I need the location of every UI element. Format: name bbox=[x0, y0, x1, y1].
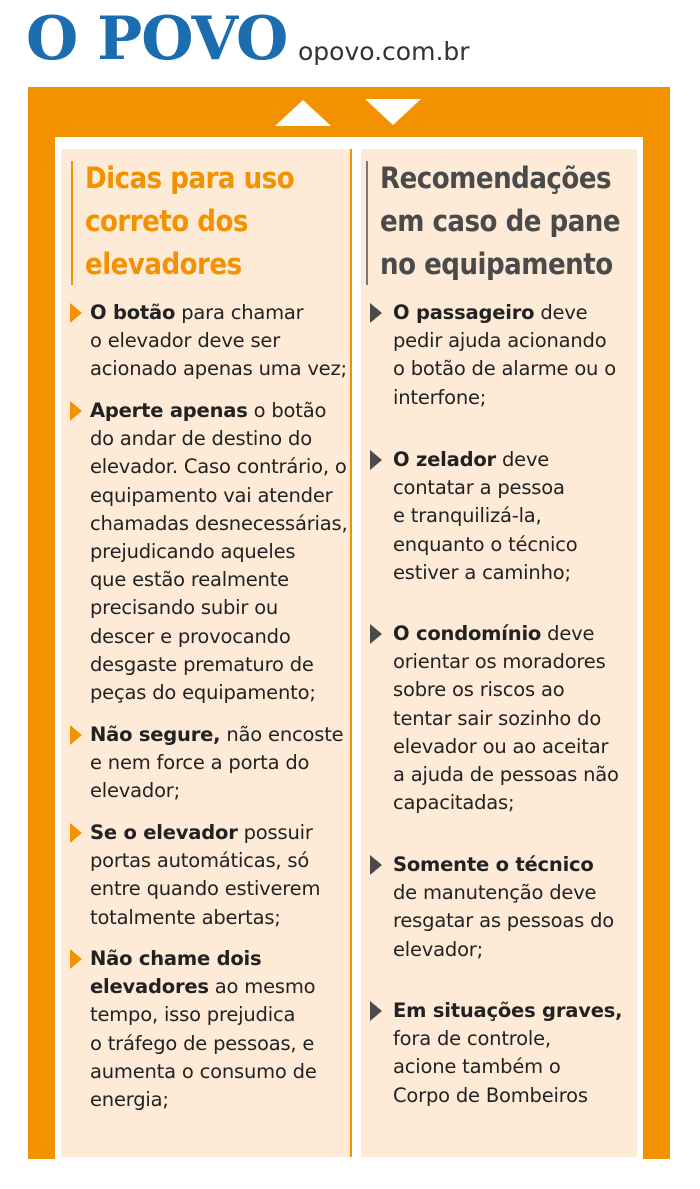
item-line: para chamar bbox=[175, 301, 304, 324]
item-line: resgatar as pessoas do bbox=[393, 909, 615, 933]
triangle-right-icon bbox=[70, 725, 82, 745]
item-bold: Somente o técnico bbox=[393, 853, 594, 876]
title-line: correto dos bbox=[85, 204, 248, 238]
item-line: desgaste prematuro de bbox=[90, 652, 314, 676]
item-text bbox=[393, 446, 578, 587]
failure-panel bbox=[361, 149, 637, 1157]
item-line: aumenta o consumo de bbox=[90, 1059, 317, 1083]
item-line: precisando subir ou bbox=[90, 596, 279, 620]
item-line: Corpo de Bombeiros bbox=[393, 1083, 588, 1107]
title-line: em caso de pane bbox=[380, 204, 621, 238]
title-line: Recomendações bbox=[380, 161, 612, 195]
item-text bbox=[90, 945, 317, 1114]
item-bold: O zelador bbox=[393, 448, 496, 471]
triangle-right-icon bbox=[370, 450, 382, 470]
item-bold: Em situações graves, bbox=[393, 999, 623, 1022]
item-line: contatar a pessoa bbox=[393, 476, 565, 500]
item-line: prejudicando aqueles bbox=[90, 540, 296, 564]
triangle-right-icon bbox=[70, 401, 82, 421]
item-line: deve bbox=[495, 448, 550, 471]
item-line: deve bbox=[534, 301, 588, 324]
item-text bbox=[90, 819, 320, 932]
item-line: de manutenção deve bbox=[393, 881, 597, 905]
item-line: interfone; bbox=[393, 385, 487, 409]
item-line: portas automáticas, só bbox=[90, 849, 310, 873]
item-line: estiver a caminho; bbox=[393, 560, 571, 584]
item-line: entre quando estiverem bbox=[90, 877, 321, 901]
item-line: do andar de destino do bbox=[90, 427, 312, 451]
panel-title bbox=[380, 157, 620, 286]
item-line: que estão realmente bbox=[90, 568, 289, 592]
item-text bbox=[393, 997, 622, 1110]
item-bold: O condomínio bbox=[393, 622, 542, 645]
item-text bbox=[90, 721, 343, 806]
triangle-right-icon bbox=[370, 1001, 382, 1021]
item-line: a ajuda de pessoas não bbox=[393, 763, 619, 787]
item-line: fora de controle, bbox=[393, 1027, 551, 1051]
item-line: possuir bbox=[237, 821, 313, 844]
item-line: pedir ajuda acionando bbox=[393, 329, 607, 353]
item-line: elevador; bbox=[90, 779, 180, 803]
triangle-right-icon bbox=[70, 949, 82, 969]
item-line: tentar sair sozinho do bbox=[393, 706, 602, 730]
item-line: orientar os moradores bbox=[393, 650, 606, 674]
item-line: e nem force a porta do bbox=[90, 751, 310, 775]
triangle-down-icon bbox=[365, 99, 421, 125]
item-line: deve bbox=[541, 622, 595, 645]
item-line: energia; bbox=[90, 1088, 169, 1112]
item-line: acionado apenas uma vez; bbox=[90, 357, 347, 381]
item-bold: O botão bbox=[90, 301, 176, 324]
item-line: e tranquilizá-la, bbox=[393, 504, 542, 528]
item-bold: Não segure, bbox=[90, 723, 221, 746]
item-text bbox=[393, 851, 614, 964]
title-line: no equipamento bbox=[380, 247, 613, 281]
title-line: Dicas para uso bbox=[85, 161, 295, 195]
item-line: tempo, isso prejudica bbox=[90, 1003, 296, 1027]
item-line: totalmente abertas; bbox=[90, 905, 281, 929]
triangle-right-icon bbox=[70, 303, 82, 323]
item-line: elevador; bbox=[393, 937, 483, 961]
title-rule bbox=[71, 161, 73, 285]
item-line: descer e provocando bbox=[90, 624, 291, 648]
triangle-right-icon bbox=[70, 823, 82, 843]
triangle-up-icon bbox=[275, 100, 331, 126]
item-line: peças do equipamento; bbox=[90, 681, 316, 705]
item-line: enquanto o técnico bbox=[393, 532, 578, 556]
triangle-right-icon bbox=[370, 855, 382, 875]
panel-title bbox=[85, 157, 294, 286]
triangle-right-icon bbox=[370, 624, 382, 644]
item-text bbox=[90, 299, 347, 384]
item-bold: O passageiro bbox=[393, 301, 535, 324]
item-line: chamadas desnecessárias, bbox=[90, 511, 348, 535]
item-line: acione também o bbox=[393, 1055, 561, 1079]
item-line: sobre os riscos ao bbox=[393, 678, 565, 702]
item-line: elevador ou ao aceitar bbox=[393, 734, 609, 758]
masthead bbox=[0, 0, 700, 90]
item-text bbox=[393, 620, 619, 817]
item-line: equipamento vai atender bbox=[90, 483, 333, 507]
item-text bbox=[90, 397, 347, 707]
item-bold: elevadores bbox=[90, 975, 209, 999]
item-line: elevador. Caso contrário, o bbox=[90, 455, 347, 479]
item-text bbox=[393, 299, 616, 412]
item-line: não encoste bbox=[220, 723, 344, 746]
tips-panel bbox=[61, 149, 352, 1157]
triangle-right-icon bbox=[370, 303, 382, 323]
item-line: o tráfego de pessoas, e bbox=[90, 1031, 315, 1055]
item-bold: Não chame dois bbox=[90, 947, 262, 970]
item-line: o elevador deve ser bbox=[90, 329, 281, 353]
logo: O POVO bbox=[26, 4, 288, 74]
site-url: opovo.com.br bbox=[298, 37, 470, 66]
item-bold: Se o elevador bbox=[90, 821, 238, 844]
title-line: elevadores bbox=[85, 247, 242, 281]
item-line: o botão bbox=[247, 399, 327, 422]
item-line: ao mesmo bbox=[208, 975, 316, 999]
item-line: capacitadas; bbox=[393, 791, 515, 815]
item-bold: Aperte apenas bbox=[90, 399, 248, 422]
title-rule bbox=[366, 161, 368, 285]
item-line: o botão de alarme ou o bbox=[393, 357, 616, 381]
